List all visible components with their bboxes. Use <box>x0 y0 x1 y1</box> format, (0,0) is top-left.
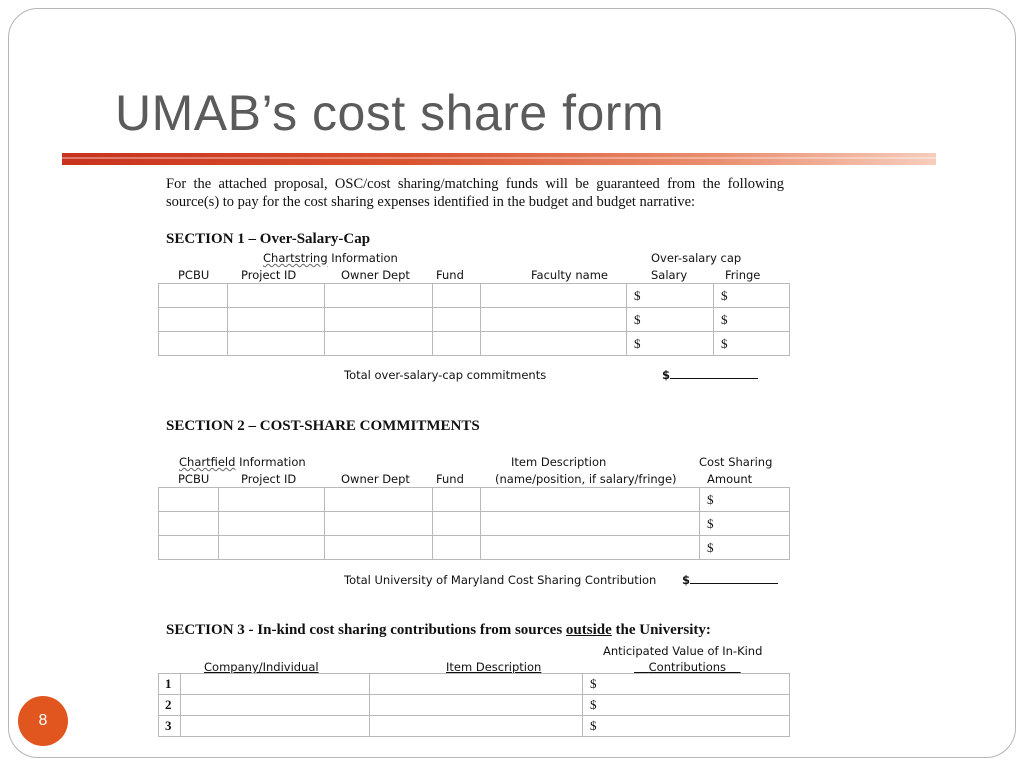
s3-cell-company[interactable] <box>181 716 370 737</box>
s3-cell-contribution[interactable]: $ <box>583 695 790 716</box>
section1-total-currency: $ <box>662 368 671 382</box>
s2-cell-owner-dept[interactable] <box>325 536 433 560</box>
table-row <box>159 536 790 560</box>
s1-col-owner-dept: Owner Dept <box>341 268 410 282</box>
section3-heading-outside: outside <box>565 622 612 638</box>
s3-col-contributions <box>634 660 741 674</box>
s3-col-item-description: Item Description <box>446 660 542 674</box>
s1-cell-faculty-name[interactable] <box>481 332 627 356</box>
s1-cell-faculty-name[interactable] <box>481 284 627 308</box>
section3-table-body <box>159 674 790 737</box>
chartfield-word: Chartfield <box>179 455 236 469</box>
s1-cell-salary[interactable]: $ <box>627 308 714 332</box>
s2-cost-sharing-label: Cost Sharing <box>699 455 773 469</box>
section2-total-label: Total University of Maryland Cost Sharing Contribution <box>344 573 657 587</box>
s1-cell-owner-dept[interactable] <box>325 284 433 308</box>
s1-col-salary: Salary <box>651 268 688 282</box>
s2-cell-fund[interactable] <box>433 488 481 512</box>
s2-col-project-id: Project ID <box>241 472 297 486</box>
s3-anticipated-label: Anticipated Value of In-Kind <box>603 644 763 658</box>
s1-cell-pcbu[interactable] <box>159 308 228 332</box>
s1-cell-fund[interactable] <box>433 284 481 308</box>
s2-cell-amount[interactable]: $ <box>700 512 790 536</box>
s1-col-pcbu: PCBU <box>178 268 210 282</box>
s2-cell-amount[interactable]: $ <box>700 536 790 560</box>
section1-table <box>158 283 790 356</box>
s1-cell-fringe[interactable]: $ <box>714 332 790 356</box>
intro-paragraph: For the attached proposal, OSC/cost sharing/matching funds will be guaranteed from the following source(s) to pay for the cost sharing expenses identified in the budget and budget narrative: <box>166 176 784 210</box>
section1-chartstring-label <box>263 251 398 265</box>
s2-cell-pcbu[interactable] <box>159 536 219 560</box>
s2-cell-owner-dept[interactable] <box>325 512 433 536</box>
s1-cell-salary[interactable]: $ <box>627 284 714 308</box>
section3-heading <box>166 622 711 639</box>
table-row <box>159 488 790 512</box>
information-word: Information <box>331 251 398 265</box>
s2-col-owner-dept: Owner Dept <box>341 472 410 486</box>
s2-item-description-label: Item Description <box>511 455 607 469</box>
s3-col-company: Company/Individual <box>204 660 319 674</box>
s1-cell-project-id[interactable] <box>228 308 325 332</box>
s2-cell-owner-dept[interactable] <box>325 488 433 512</box>
s2-col-amount: Amount <box>707 472 753 486</box>
s3-cell-company[interactable] <box>181 695 370 716</box>
table-row <box>159 308 790 332</box>
section1-total-blank[interactable] <box>670 378 758 379</box>
s2-cell-fund[interactable] <box>433 536 481 560</box>
section2-chartfield-label <box>179 455 306 469</box>
section3-heading-part1: SECTION 3 - In-kind cost sharing contributions from sources <box>166 622 563 638</box>
chartstring-word: Chartstring <box>263 251 328 265</box>
slide-title: UMAB’s cost share form <box>115 85 665 141</box>
s1-cell-fringe[interactable]: $ <box>714 284 790 308</box>
section1-total-field[interactable] <box>662 368 758 382</box>
s2-cell-fund[interactable] <box>433 512 481 536</box>
s2-item-description-sub: (name/position, if salary/fringe) <box>495 472 677 486</box>
s3-cell-item-description[interactable] <box>370 674 583 695</box>
s2-cell-project-id[interactable] <box>219 488 325 512</box>
s2-cell-item-description[interactable] <box>481 512 700 536</box>
s1-col-faculty-name: Faculty name <box>531 268 608 282</box>
s3-cell-contribution[interactable]: $ <box>583 716 790 737</box>
s2-col-pcbu: PCBU <box>178 472 210 486</box>
s1-cell-fringe[interactable]: $ <box>714 308 790 332</box>
s3-row-number: 3 <box>159 716 181 737</box>
section1-total-label: Total over-salary-cap commitments <box>344 368 547 382</box>
s1-cell-salary[interactable]: $ <box>627 332 714 356</box>
s3-row-number: 1 <box>159 674 181 695</box>
s2-cell-project-id[interactable] <box>219 536 325 560</box>
s1-cell-project-id[interactable] <box>228 332 325 356</box>
section2-table-body <box>159 488 790 560</box>
s3-row-number: 2 <box>159 695 181 716</box>
s1-cell-pcbu[interactable] <box>159 332 228 356</box>
s1-cell-project-id[interactable] <box>228 284 325 308</box>
information-word: Information <box>239 455 306 469</box>
table-row <box>159 674 790 695</box>
s3-cell-contribution[interactable]: $ <box>583 674 790 695</box>
s2-cell-amount[interactable]: $ <box>700 488 790 512</box>
slide-number-badge: 8 <box>18 696 68 746</box>
s1-cell-owner-dept[interactable] <box>325 308 433 332</box>
s1-col-fringe: Fringe <box>725 268 761 282</box>
s1-cell-faculty-name[interactable] <box>481 308 627 332</box>
s2-col-fund: Fund <box>436 472 464 486</box>
table-row <box>159 695 790 716</box>
s3-col-contributions-text: Contributions <box>648 660 727 674</box>
s2-cell-item-description[interactable] <box>481 488 700 512</box>
section1-table-body <box>159 284 790 356</box>
section1-oversalary-label: Over-salary cap <box>651 251 742 265</box>
s2-cell-item-description[interactable] <box>481 536 700 560</box>
table-row <box>159 284 790 308</box>
s3-cell-item-description[interactable] <box>370 716 583 737</box>
s1-col-fund: Fund <box>436 268 464 282</box>
section1-heading: SECTION 1 – Over-Salary-Cap <box>166 231 371 247</box>
table-row <box>159 512 790 536</box>
s2-cell-pcbu[interactable] <box>159 512 219 536</box>
s2-cell-project-id[interactable] <box>219 512 325 536</box>
s1-col-project-id: Project ID <box>241 268 297 282</box>
table-row <box>159 332 790 356</box>
s1-cell-pcbu[interactable] <box>159 284 228 308</box>
section2-total-blank[interactable] <box>690 583 778 584</box>
s1-cell-fund[interactable] <box>433 308 481 332</box>
section3-table <box>158 673 790 737</box>
section2-total-currency: $ <box>682 573 691 587</box>
s1-cell-owner-dept[interactable] <box>325 332 433 356</box>
s1-cell-fund[interactable] <box>433 332 481 356</box>
section2-table <box>158 487 790 560</box>
s2-cell-pcbu[interactable] <box>159 488 219 512</box>
s3-cell-item-description[interactable] <box>370 695 583 716</box>
table-row <box>159 716 790 737</box>
section2-total-field[interactable] <box>682 573 778 587</box>
s3-cell-company[interactable] <box>181 674 370 695</box>
section2-heading: SECTION 2 – COST-SHARE COMMITMENTS <box>166 418 480 434</box>
section3-heading-part2: the University: <box>615 622 711 638</box>
